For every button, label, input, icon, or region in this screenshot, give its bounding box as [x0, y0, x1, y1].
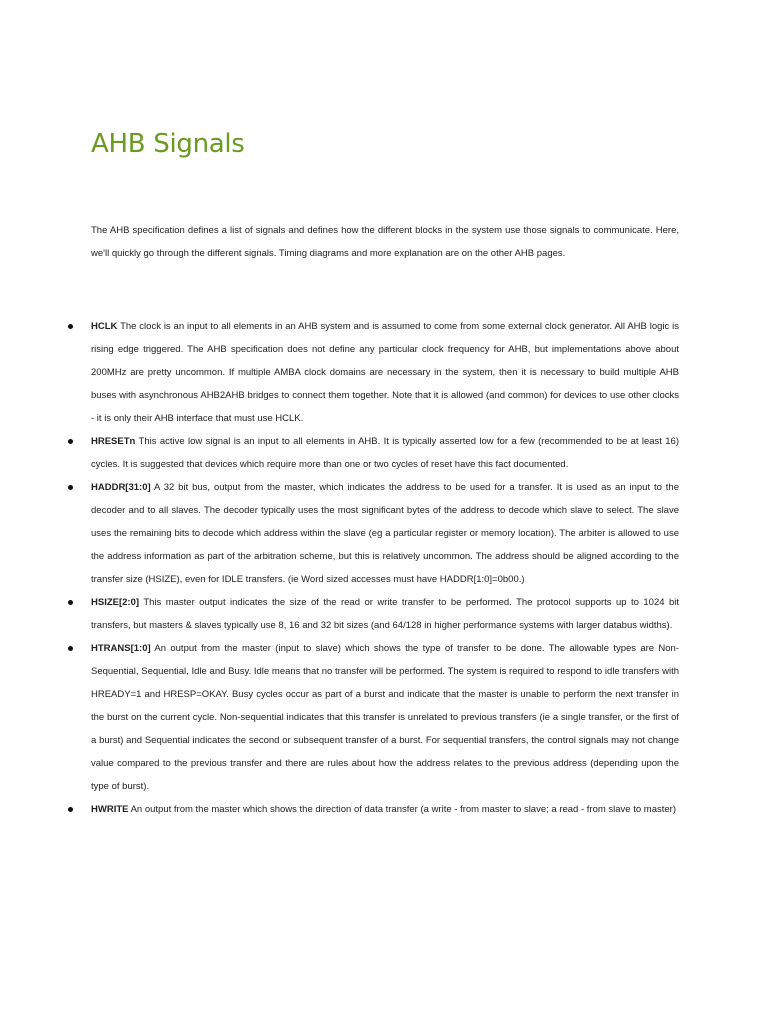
- signal-name: HSIZE[2:0]: [91, 597, 140, 608]
- signal-item-haddr: [91, 476, 679, 591]
- signal-item-htrans: [91, 637, 679, 798]
- page-title: AHB Signals: [91, 129, 245, 159]
- intro-paragraph: The AHB specification defines a list of signals and defines how the different blocks in the system use those signals to communicate. Here, we'll quickly go through the different signals. Timing diagrams and more explanation are on the other AHB pages.: [91, 225, 679, 259]
- signal-item-hsize: [91, 591, 679, 637]
- signal-description: An output from the master (input to slave) which shows the type of transfer to be done. The allowable types are Non-Sequential, Sequential, Idle and Busy. Idle means that no transfer will be performed. The system is required to respond to idle transfers with HREADY=1 and HRESP=OKAY. Busy cycles occur as part of a burst and indicate that the master is unable to perform the next transfer in the burst on the current cycle. Non-sequential indicates that this transfer is unrelated to previous transfers (ie a single transfer, or the first of a burst) and Sequential indicates the second or subsequent transfer of a burst. For sequential transfers, the control signals may not change value compared to the previous transfer and there are rules about how the address relates to the previous address (depending upon the type of burst).: [91, 643, 679, 792]
- signal-item-hresetn: [91, 430, 679, 476]
- signal-name: HRESETn: [91, 436, 136, 447]
- signal-description: This master output indicates the size of the read or write transfer to be performed. The protocol supports up to 1024 bit transfers, but masters & slaves typically use 8, 16 and 32 bit sizes (and 64/128 in higher performance systems with larger databus widths).: [91, 597, 679, 631]
- signal-item-hclk: [91, 315, 679, 430]
- signal-description: A 32 bit bus, output from the master, which indicates the address to be used for a transfer. It is used as an input to the decoder and to all slaves. The decoder typically uses the most significant bytes of the address to decode which slave to select. The slave uses the remaining bits to decode which address within the slave (eg a particular register or memory location). The arbiter is allowed to use the address information as part of the arbitration scheme, but this is relatively uncommon. The address should be aligned according to the transfer size (HSIZE), even for IDLE transfers. (ie Word sized accesses must have HADDR[1:0]=0b00.): [91, 482, 679, 585]
- signal-name: HTRANS[1:0]: [91, 643, 151, 654]
- signal-name: HADDR[31:0]: [91, 482, 151, 493]
- signal-list: [91, 315, 679, 821]
- signal-description: This active low signal is an input to all elements in AHB. It is typically asserted low for a few (recommended to be at least 16) cycles. It is suggested that devices which require more than one or two cycles of reset have this fact documented.: [91, 436, 679, 470]
- signal-description: The clock is an input to all elements in an AHB system and is assumed to come from some external clock generator. All AHB logic is rising edge triggered. The AHB specification does not define any particular clock frequency for AHB, but implementations above about 200MHz are pretty uncommon. If multiple AMBA clock domains are necessary in the system, then it is necessary to build multiple AHB buses with asynchronous AHB2AHB bridges to connect them together. Note that it is allowed (and common) for devices to use other clocks - it is only their AHB interface that must use HCLK.: [91, 321, 679, 424]
- signal-item-hwrite: [91, 798, 679, 821]
- signal-name: HWRITE: [91, 804, 129, 815]
- signal-description: An output from the master which shows the direction of data transfer (a write - from master to slave; a read - from slave to master): [128, 804, 676, 815]
- signal-name: HCLK: [91, 321, 118, 332]
